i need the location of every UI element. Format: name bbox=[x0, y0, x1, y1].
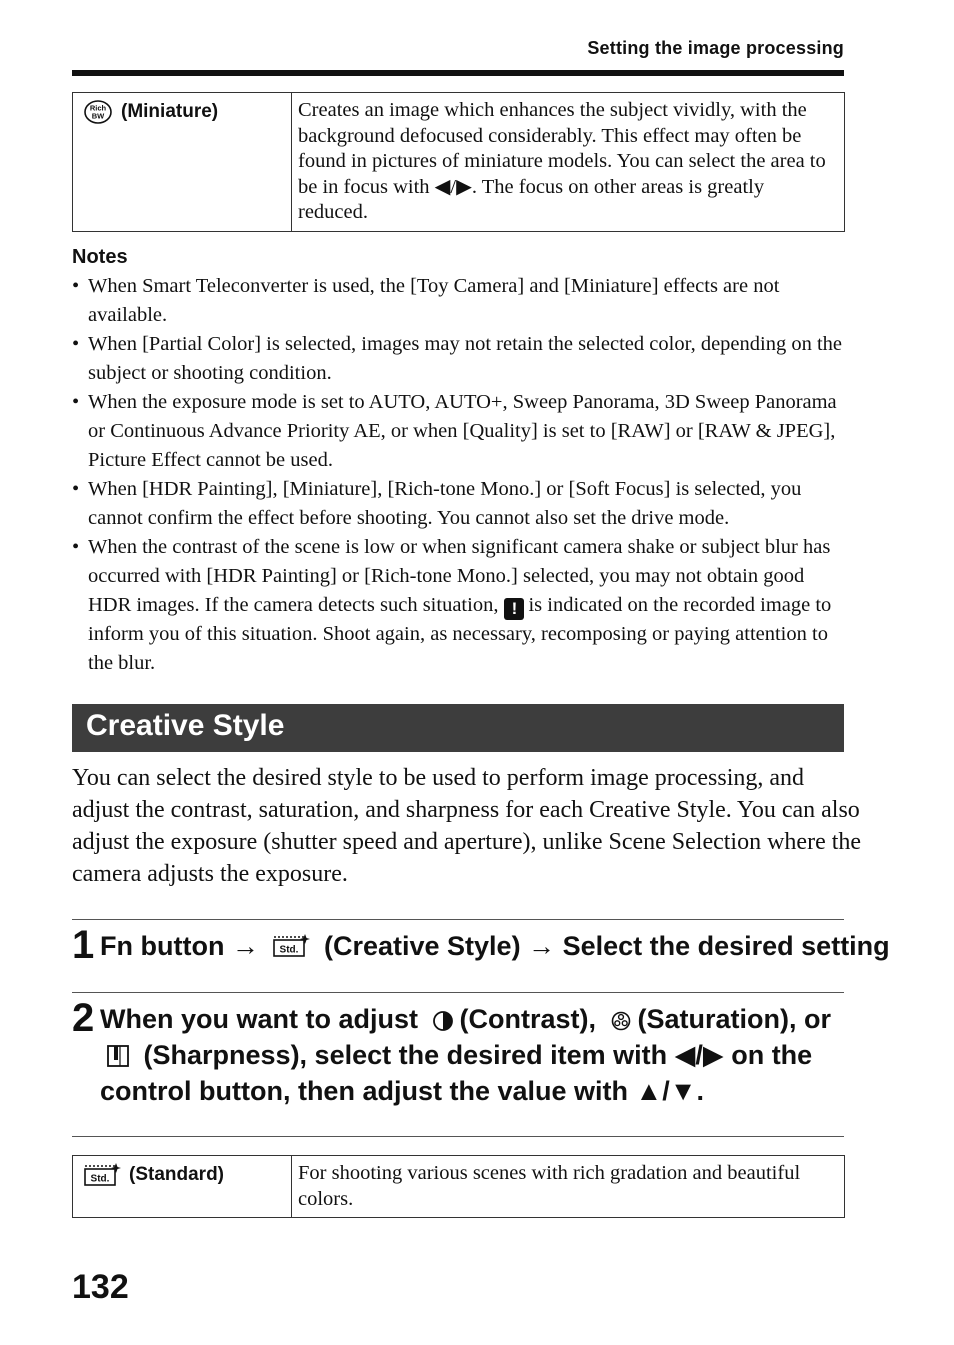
std-icon-text: Std. bbox=[280, 944, 299, 956]
notes-title: Notes bbox=[72, 246, 128, 268]
creative-style-std-icon bbox=[83, 1162, 121, 1188]
style-name: (Standard) bbox=[129, 1164, 224, 1185]
contrast-icon bbox=[432, 1010, 454, 1032]
step-1-part-a: Fn button → bbox=[100, 931, 259, 961]
list-item bbox=[72, 533, 847, 678]
step-1-part-b: (Creative Style) → Select the desired setting bbox=[323, 931, 890, 961]
page-number: 132 bbox=[72, 1268, 129, 1306]
step-divider bbox=[72, 1136, 844, 1137]
list-item: • When [Partial Color] is selected, images may not retain the selected color, depending on the subject or shooting condition. bbox=[72, 330, 847, 388]
rich-bw-icon-text-top: Rich bbox=[89, 103, 107, 113]
rich-bw-icon bbox=[83, 99, 113, 125]
step-2-part-a: When you want to adjust bbox=[100, 1004, 418, 1034]
step-2-text bbox=[100, 1001, 860, 1109]
table-row bbox=[73, 1156, 845, 1218]
note-text: is indicated on the recorded image to inform you of this situation. Shoot again, as necessary, recomposing or paying attention to the blur. bbox=[88, 594, 832, 674]
warning-icon: ! bbox=[504, 598, 524, 620]
step-1-text bbox=[100, 928, 890, 964]
sharpness-icon bbox=[106, 1044, 130, 1068]
note-text: When the contrast of the scene is low or when significant camera shake or subject blur has occurred with [HDR Painting] or [Rich-tone Mono.] selected, you may not obtain good HDR images. If the camera detects such situation, bbox=[88, 536, 831, 616]
step-divider bbox=[72, 919, 844, 920]
notes-list bbox=[72, 272, 847, 678]
standard-table bbox=[72, 1155, 845, 1218]
section-intro: You can select the desired style to be used to perform image processing, and adjust the contrast, saturation, and sharpness for each Creative Style. You can also adjust the exposure (shutter speed and aperture), unlike Scene Selection where the camera adjusts the exposure. bbox=[72, 765, 862, 887]
list-item: • When [HDR Painting], [Miniature], [Rich-tone Mono.] or [Soft Focus] is selected, you cannot confirm the effect before shooting. You cannot also set the drive mode. bbox=[72, 475, 847, 533]
step-divider bbox=[72, 992, 844, 993]
style-description: For shooting various scenes with rich gradation and beautiful colors. bbox=[292, 1156, 845, 1218]
effect-name: (Miniature) bbox=[121, 101, 219, 122]
miniature-table bbox=[72, 92, 845, 232]
header-rule bbox=[72, 70, 844, 76]
effect-name-cell bbox=[73, 93, 292, 232]
step-2-part-d: (Sharpness), select the desired item with ◀/▶ on the control button, then adjust the value with ▲/▼. bbox=[100, 1040, 813, 1106]
creative-style-std-icon bbox=[272, 933, 310, 959]
rich-bw-icon-text-bottom: BW bbox=[91, 111, 105, 121]
table-row bbox=[73, 93, 845, 232]
step-number: 2 bbox=[72, 996, 95, 1040]
running-head: Setting the image processing bbox=[587, 38, 844, 58]
effect-description: Creates an image which enhances the subject vividly, with the background defocused considerably. This effect may often be found in pictures of miniature models. You can select the area to be in focus with ◀/▶. The focus on other areas is greatly reduced. bbox=[292, 93, 845, 232]
section-title: Creative Style bbox=[86, 709, 285, 742]
step-number: 1 bbox=[72, 923, 95, 967]
style-name-cell bbox=[73, 1156, 292, 1218]
list-item: • When the exposure mode is set to AUTO, AUTO+, Sweep Panorama, 3D Sweep Panorama or Continuous Advance Priority AE, or when [Quality] is set to [RAW] or [RAW & JPEG], Picture Effect cannot be used. bbox=[72, 388, 847, 475]
step-2-part-c: (Saturation), or bbox=[637, 1004, 832, 1034]
section-header bbox=[72, 704, 844, 752]
saturation-icon bbox=[610, 1010, 632, 1032]
step-2-part-b: (Contrast), bbox=[459, 1004, 597, 1034]
std-icon-text: Std. bbox=[90, 1173, 110, 1185]
list-item: • When Smart Teleconverter is used, the [Toy Camera] and [Miniature] effects are not available. bbox=[72, 272, 847, 330]
